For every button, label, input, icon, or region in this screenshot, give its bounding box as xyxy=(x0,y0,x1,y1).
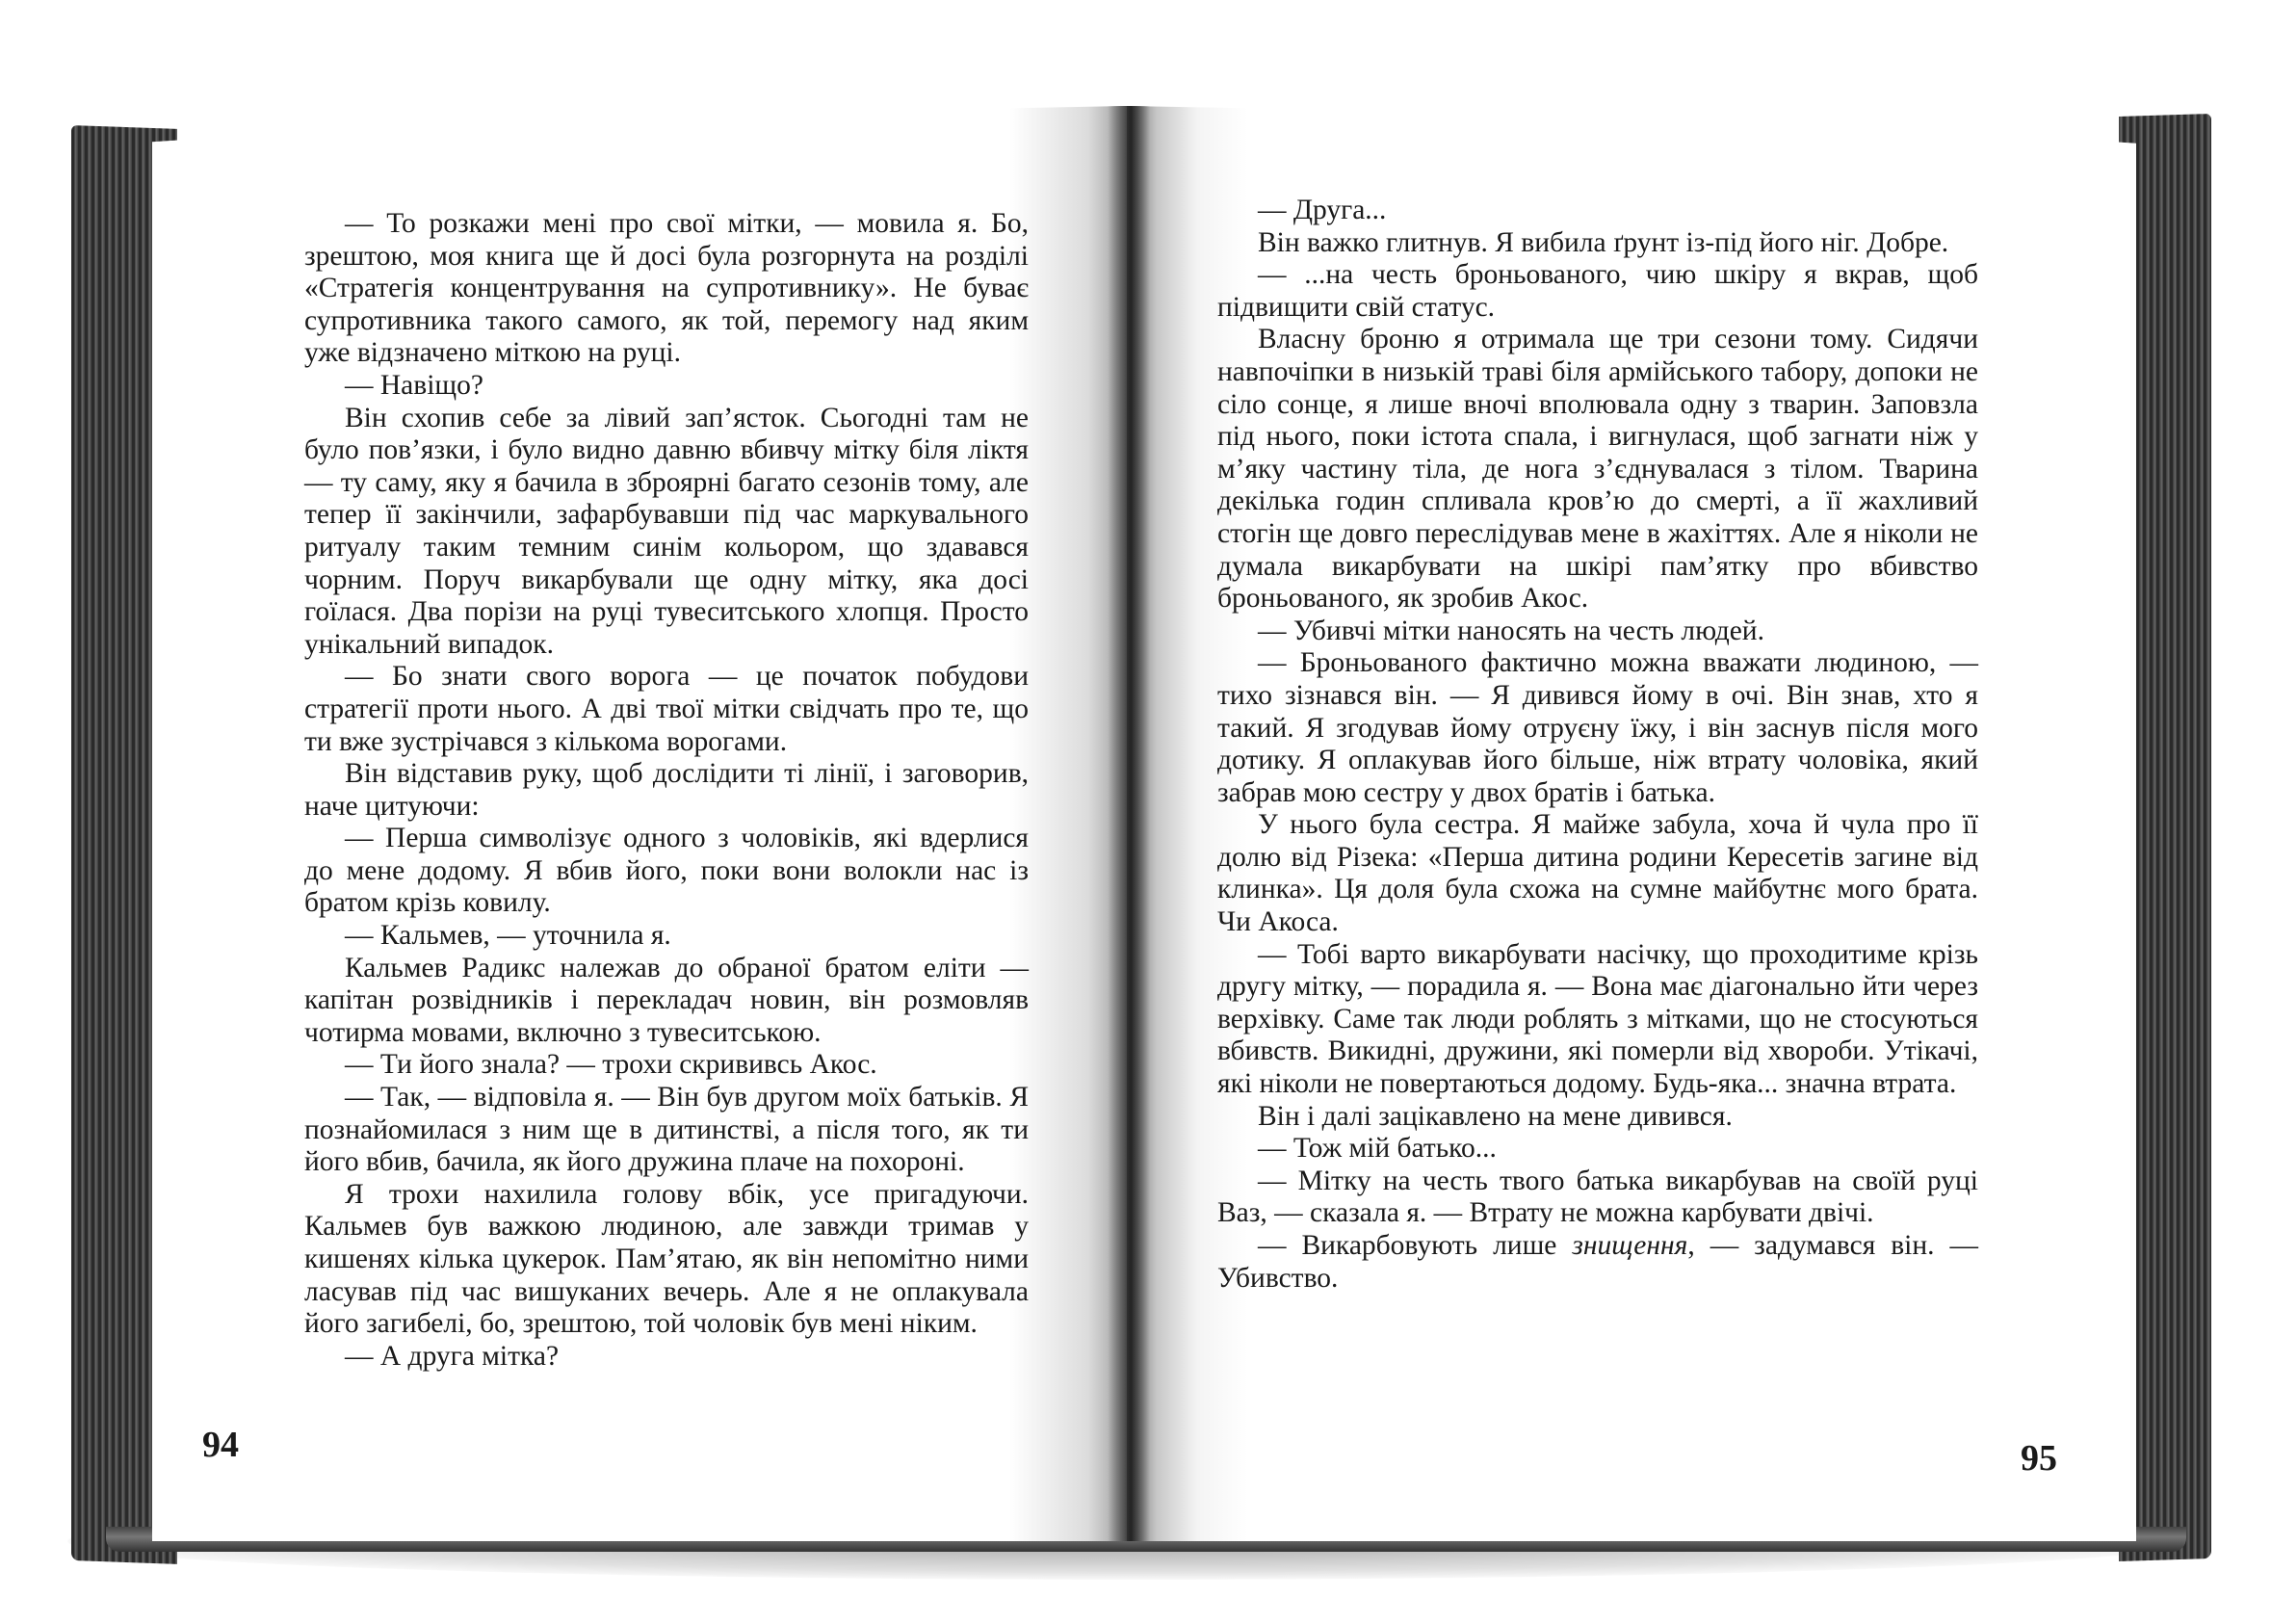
paragraph: — Тож мій батько... xyxy=(1258,1133,1497,1165)
page-number-right: 95 xyxy=(2021,1438,2057,1479)
page-number-left: 94 xyxy=(202,1425,239,1465)
paragraph: Я трохи нахилила голову вбік, усе пригадуючи. Кальмев був важкою людиною, але завжди тримав у кишенях кілька цукерок. Пам’ятаю, як він непомітно ними ласував під час вишуканих вечерь. Але я не оплакувала його загибелі, бо, зрештою, той чоловік був мені ніким. xyxy=(304,1178,1029,1340)
paragraph-end: , — задумався він. — Убивство. xyxy=(1217,1230,1978,1294)
paragraph xyxy=(1217,1230,1978,1295)
paragraph: — Друга... xyxy=(1258,195,1387,225)
paragraph: — То розкажи мені про свої мітки, — мовила я. Бо, зрештою, моя книга ще й досі була розгорнута на розділі «Стратегія концентрування на супротивнику». Не буває супротивника такого самого, як той, перемогу над яким уже відзначено міткою на руці. xyxy=(304,208,1029,369)
paragraph: — Навіщо? xyxy=(345,369,483,401)
paragraph: — Тобі варто викарбувати насічку, що проходитиме крізь другу мітку, — порадила я. — Вона має діагонально йти через верхівку. Саме так люди роблять з мітками, що не стосуються вбивств. Викидні, дружини, які померли від хвороби. Утікачі, які ніколи не повертаються додому. Будь-яка... значна втрата. xyxy=(1217,938,1978,1100)
italic-word: знищення xyxy=(1572,1230,1688,1261)
paragraph: Він важко глитнув. Я вибила ґрунт із-під його ніг. Добре. xyxy=(1258,226,1949,258)
book-gutter xyxy=(1108,106,1150,1541)
paragraph: У нього була сестра. Я майже забула, хоча й чула про її долю від Різека: «Перша дитина родини Кересетів загине від клинка». Ця доля була схожа на сумне майбутнє мого брата. Чи Акоса. xyxy=(1217,809,1978,938)
paragraph: Кальмев Радикс належав до обраної братом еліти — капітан розвідників і перекладач новин, він розмовляв чотирма мовами, включно з тувеситською. xyxy=(304,952,1029,1048)
paragraph: — Ти його знала? — трохи скрививсь Акос. xyxy=(345,1049,877,1081)
left-page-text xyxy=(304,208,1029,1373)
paragraph: — Так, — відповіла я. — Він був другом моїх батьків. Я познайомилася з ним ще в дитинстві, а після того, як ти його вбив, бачила, як його дружина плаче на похороні. xyxy=(304,1082,1029,1178)
paragraph: — Броньованого фактично можна вважати людиною, — тихо зізнався він. — Я дивився йому в очі. Він знав, хто я такий. Я згодував йому отруєну їжу, і він заснув після мого дотику. Я оплакував його більше, ніж втрату чоловіка, який забрав мою сестру у двох братів і батька. xyxy=(1217,647,1978,808)
right-page-text xyxy=(1217,195,1978,1295)
paragraph: Власну броню я отримала ще три сезони тому. Сидячи навпочіпки в низькій траві біля армійського табору, допоки не сіло сонце, я лише вночі вполювала одну з тварин. Заповзла під нього, поки істота спала, і вигнулася, щоб загнати ніж у м’яку частину тіла, де нога з’єднувалася з тілом. Тварина декілька годин спливала кров’ю до смерті, а її жахливий стогін ще довго переслідував мене в жахіттях. Але я ніколи не думала викарбувати на шкірі пам’ятку про вбивство броньованого, як зробив Акос. xyxy=(1217,324,1978,615)
paragraph: Він схопив себе за лівий зап’ясток. Сьогодні там не було пов’язки, і було видно давню вбивчу мітку біля ліктя — ту саму, яку я бачила в зброярні багато сезонів тому, але тепер її закінчили, зафарбувавши під час маркувального ритуалу таким темним синім кольором, що здавався чорним. Поруч викарбували ще одну мітку, яка досі гоїлася. Два порізи на руці тувеситського хлопця. Просто унікальний випадок. xyxy=(304,402,1029,660)
paragraph: — Мітку на честь твого батька викарбував на своїй руці Ваз, — сказала я. — Втрату не можна карбувати двічі. xyxy=(1217,1165,1978,1229)
paragraph: Він відставив руку, щоб дослідити ті лінії, і заговорив, наче цитуючи: xyxy=(304,758,1029,822)
paragraph: — А друга мітка? xyxy=(345,1340,560,1372)
paragraph: — Перша символізує одного з чоловіків, які вдерлися до мене додому. Я вбив його, поки вони волокли нас із братом крізь ковилу. xyxy=(304,823,1029,919)
paragraph: — Кальмев, — уточнила я. xyxy=(345,920,671,952)
paragraph-start: — Викарбовують лише xyxy=(1258,1230,1573,1261)
paragraph: — Бо знати свого ворога — це початок побудови стратегії проти нього. А дві твої мітки свідчать про те, що ти вже зустрічався з кількома ворогами. xyxy=(304,661,1029,757)
paragraph: Він і далі зацікавлено на мене дивився. xyxy=(1258,1100,1733,1132)
paragraph: — ...на честь броньованого, чию шкіру я вкрав, щоб підвищити свій статус. xyxy=(1217,259,1978,323)
paragraph: — Убивчі мітки наносять на честь людей. xyxy=(1258,615,1764,646)
